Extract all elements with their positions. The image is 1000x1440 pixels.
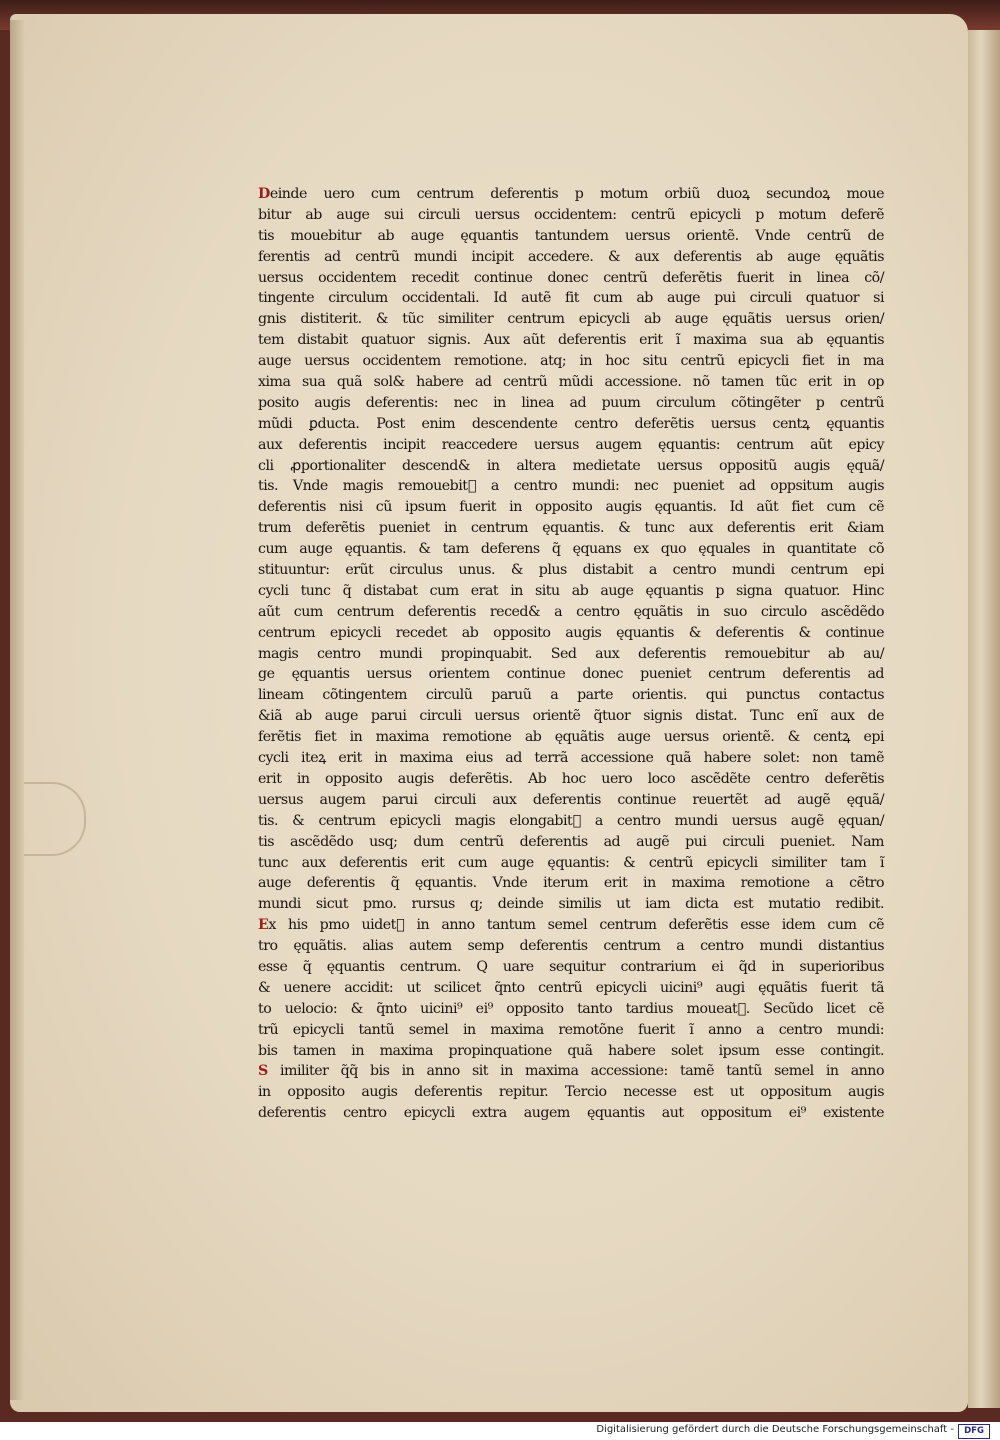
line-text: bitur ab auge sui circuli uersus occidentem: centrũ epicycli p motum deferẽ bbox=[258, 206, 884, 223]
text-line bbox=[258, 936, 884, 957]
line-text: in opposito augis deferentis repitur. Tercio necesse est ut oppositum augis bbox=[258, 1084, 884, 1101]
line-text: tis. Vnde magis remouebitᷣ a centro mundi: nec pueniet ad oppsitum augis bbox=[258, 478, 884, 495]
line-text: einde uero cum centrum deferentis p motum orbiũ duoꝝ secundoꝝ moue bbox=[269, 186, 884, 202]
line-text: tro ęquãtis. alias autem semp deferentis centrum a centro mundi distantius bbox=[258, 938, 884, 955]
text-line bbox=[258, 915, 884, 936]
line-text: tis mouebitur ab auge ęquantis tantundem uersus orientẽ. Vnde centrũ de bbox=[258, 227, 884, 244]
text-line bbox=[258, 435, 884, 456]
text-line bbox=[258, 539, 884, 560]
line-text: deferentis nisi cũ ipsum fuerit in opposito augis ęquantis. Id aũt fiet cum cẽ bbox=[258, 499, 884, 516]
line-text: aux deferentis incipit reaccedere uersus augem ęquantis: centrum aũt epicy bbox=[258, 436, 884, 453]
line-text: gnis distiterit. & tũc similiter centrum epicycli ab auge ęquãtis uersus orien/ bbox=[258, 311, 884, 328]
text-line bbox=[258, 873, 884, 894]
text-line bbox=[258, 456, 884, 477]
text-line bbox=[258, 602, 884, 623]
text-line bbox=[258, 999, 884, 1020]
text-line bbox=[258, 581, 884, 602]
text-line bbox=[258, 414, 884, 435]
text-line bbox=[258, 184, 884, 205]
line-text: posito augis deferentis: nec in linea ad puum circulum cõtingẽter p centrũ bbox=[258, 394, 884, 411]
text-line bbox=[258, 832, 884, 853]
line-text: aũt cum centrum deferentis reced& a centro ęquãtis in suo circulo ascẽdẽdo bbox=[258, 603, 884, 620]
text-line bbox=[258, 476, 884, 497]
text-line bbox=[258, 853, 884, 874]
text-line bbox=[258, 288, 884, 309]
text-line bbox=[258, 1103, 884, 1124]
text-line bbox=[258, 1061, 884, 1082]
line-text: uersus occidentem recedit continue donec centrũ deferẽtis fuerit in linea cõ/ bbox=[258, 269, 884, 286]
line-text: trum deferẽtis pueniet in centrum ęquantis. & tunc aux deferentis erit &iam bbox=[258, 520, 884, 537]
text-line bbox=[258, 518, 884, 539]
line-text: auge uersus occidentem remotione. atq; in hoc situ centrũ epicycli fiet in ma bbox=[258, 353, 884, 370]
line-text: lineam cõtingentem circulũ paruũ a parte orientis. qui punctus contactus bbox=[258, 687, 884, 704]
text-line bbox=[258, 978, 884, 999]
line-text: bis tamen in maxima propinquatione quã habere solet ipsum esse contingit. bbox=[258, 1042, 884, 1059]
text-line bbox=[258, 1020, 884, 1041]
line-text: tingente circulum occidentali. Id autẽ fit cum ab auge pui circuli quatuor si bbox=[258, 290, 884, 307]
line-text: & uenere accidit: ut scilicet q̃nto centrũ epicycli uicini⁹ augi ęquãtis fuerit tã bbox=[258, 979, 884, 996]
line-text: x his pmo uidetᷣ in anno tantum semel centrum deferẽtis esse idem cum cẽ bbox=[268, 917, 884, 934]
line-text: xima sua quã sol& habere ad centrũ mũdi accessione. nõ tamen tũc erit in op bbox=[258, 374, 884, 391]
rubricated-initial: E bbox=[258, 917, 269, 934]
text-line bbox=[258, 330, 884, 351]
text-line bbox=[258, 560, 884, 581]
line-text: mũdi ꝑducta. Post enim descendente centro deferẽtis uersus centꝝ ęquantis bbox=[258, 415, 884, 432]
page-text-block bbox=[258, 184, 884, 1124]
footer-bar bbox=[0, 1422, 1000, 1440]
line-text: ge ęquantis uersus orientem continue donec pueniet centrum deferentis ad bbox=[258, 666, 884, 683]
rubricated-initial: S bbox=[258, 1063, 268, 1080]
text-line bbox=[258, 664, 884, 685]
text-line bbox=[258, 644, 884, 665]
text-line bbox=[258, 769, 884, 790]
line-text: mundi sicut pmo. rursus q; deinde similis ut iam dicta est mutatio redibit. bbox=[258, 896, 884, 913]
line-text: cycli iteꝝ erit in maxima eius ad terrã accessione quã habere solet: non tamẽ bbox=[258, 750, 884, 767]
text-line bbox=[258, 351, 884, 372]
page-gutter bbox=[10, 20, 24, 1400]
text-line bbox=[258, 226, 884, 247]
rubricated-initial: D bbox=[258, 186, 270, 202]
text-line bbox=[258, 372, 884, 393]
line-text: auge deferentis q̃ ęquantis. Vnde iterum erit in maxima remotione a cẽtro bbox=[258, 875, 884, 892]
line-text: tunc aux deferentis erit cum auge ęquantis: & centrũ epicycli similiter tam ĩ bbox=[258, 854, 884, 871]
line-text: uersus augem parui circuli aux deferentis continue reuertẽt ad augẽ ęquã/ bbox=[258, 791, 884, 808]
line-text: esse q̃ ęquantis centrum. Q uare sequitur contrarium ei q̃d in superioribus bbox=[258, 958, 884, 975]
text-line bbox=[258, 268, 884, 289]
line-text: tis ascẽdẽdo usq; dum centrũ deferentis ad augẽ pui circuli pueniet. Nam bbox=[258, 833, 884, 850]
text-line bbox=[258, 205, 884, 226]
line-text: tem distabit quatuor signis. Aux aũt deferentis erit ĩ maxima sua ab ęquantis bbox=[258, 332, 884, 349]
text-line bbox=[258, 1041, 884, 1062]
text-line bbox=[258, 957, 884, 978]
text-line bbox=[258, 1082, 884, 1103]
line-text: cli ꝓportionaliter descend& in altera medietate uersus oppositũ augis ęquã/ bbox=[258, 457, 884, 474]
line-text: &iã ab auge parui circuli uersus orientẽ q̃tuor signis distat. Tunc enĩ aux de bbox=[258, 708, 884, 725]
line-text: cycli tunc q̃ distabat cum erat in situ ab auge ęquantis p signa quatuor. Hinc bbox=[258, 582, 884, 599]
text-line bbox=[258, 727, 884, 748]
text-line bbox=[258, 393, 884, 414]
line-text: trũ epicycli tantũ semel in maxima remotõne fuerit ĩ anno a centro mundi: bbox=[258, 1021, 884, 1038]
text-line bbox=[258, 894, 884, 915]
line-text: magis centro mundi propinquabit. Sed aux deferentis remouebitur ab au/ bbox=[258, 645, 884, 662]
text-line bbox=[258, 623, 884, 644]
funding-notice: Digitalisierung gefördert durch die Deutsche Forschungsgemeinschaft - bbox=[596, 1424, 954, 1435]
line-text: cum auge ęquantis. & tam deferens q̃ ęquans ex quo ęquales in quantitate cõ bbox=[258, 541, 884, 558]
line-text: to uelocio: & q̃nto uicini⁹ ei⁹ opposito tanto tardius moueatᷣ. Secũdo licet cẽ bbox=[258, 1000, 884, 1017]
text-line bbox=[258, 748, 884, 769]
text-line bbox=[258, 247, 884, 268]
line-text: ferẽtis fiet in maxima remotione ab ęquãtis auge uersus orientẽ. & centꝝ epi bbox=[258, 729, 884, 746]
facing-page-edge bbox=[968, 30, 1000, 1408]
line-text: deferentis centro epicycli extra augem ęquantis aut oppositum ei⁹ existente bbox=[258, 1105, 884, 1122]
text-line bbox=[258, 706, 884, 727]
line-text: erit in opposito augis deferẽtis. Ab hoc uero loco ascẽdẽte centro deferẽtis bbox=[258, 770, 884, 787]
text-line bbox=[258, 811, 884, 832]
line-text: stituuntur: erũt circulus unus. & plus distabit a centro mundi centrum epi bbox=[258, 562, 884, 579]
text-line bbox=[258, 685, 884, 706]
line-text: centrum epicycli recedet ab opposito augis ęquantis & deferentis & continue bbox=[258, 624, 884, 641]
line-text: ferentis ad centrũ mundi incipit accedere. & aux deferentis ab auge ęquãtis bbox=[258, 248, 884, 265]
line-text: imiliter q̃q̃ bis in anno sit in maxima accessione: tamẽ tantũ semel in anno bbox=[267, 1063, 884, 1080]
line-text: tis. & centrum epicycli magis elongabitᷣ a centro mundi uersus augẽ ęquan/ bbox=[258, 812, 884, 829]
text-line bbox=[258, 497, 884, 518]
text-line bbox=[258, 790, 884, 811]
binding-strip bbox=[24, 782, 86, 856]
text-line bbox=[258, 309, 884, 330]
dfg-logo: DFG bbox=[958, 1424, 990, 1439]
